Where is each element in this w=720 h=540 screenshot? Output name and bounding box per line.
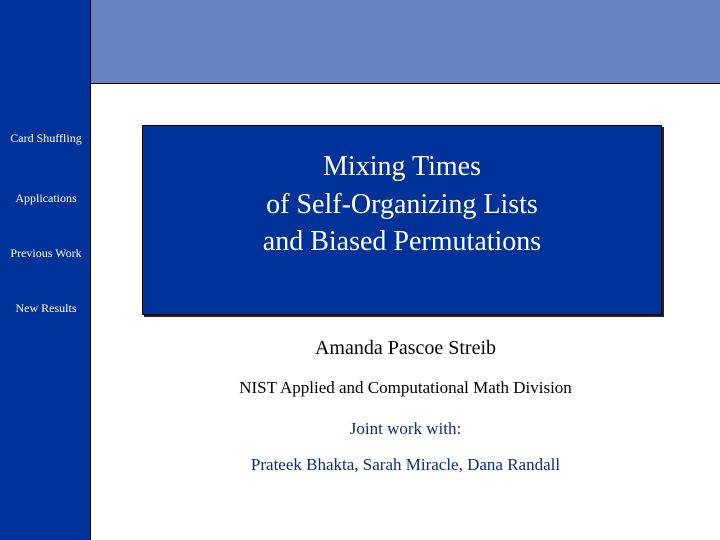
joint-work-label: Joint work with: [349,419,462,438]
affiliation: NIST Applied and Computational Math Division [239,378,572,397]
nav-item-applications[interactable]: Applications [15,191,77,205]
author-name: Amanda Pascoe Streib [314,337,497,359]
title-line-2: of Self-Organizing Lists [266,189,538,220]
header-bar [91,0,720,84]
sidebar [0,0,91,540]
coauthors: Prateek Bhakta, Sarah Miracle, Dana Randall [250,455,561,474]
title-line-1: Mixing Times [323,151,481,182]
nav-item-card-shuffling[interactable]: Card Shuffling [10,131,82,145]
title-box [142,125,662,315]
nav-item-previous-work[interactable]: Previous Work [10,246,82,260]
title-line-3: and Biased Permutations [262,226,542,257]
nav-item-new-results[interactable]: New Results [15,301,77,315]
